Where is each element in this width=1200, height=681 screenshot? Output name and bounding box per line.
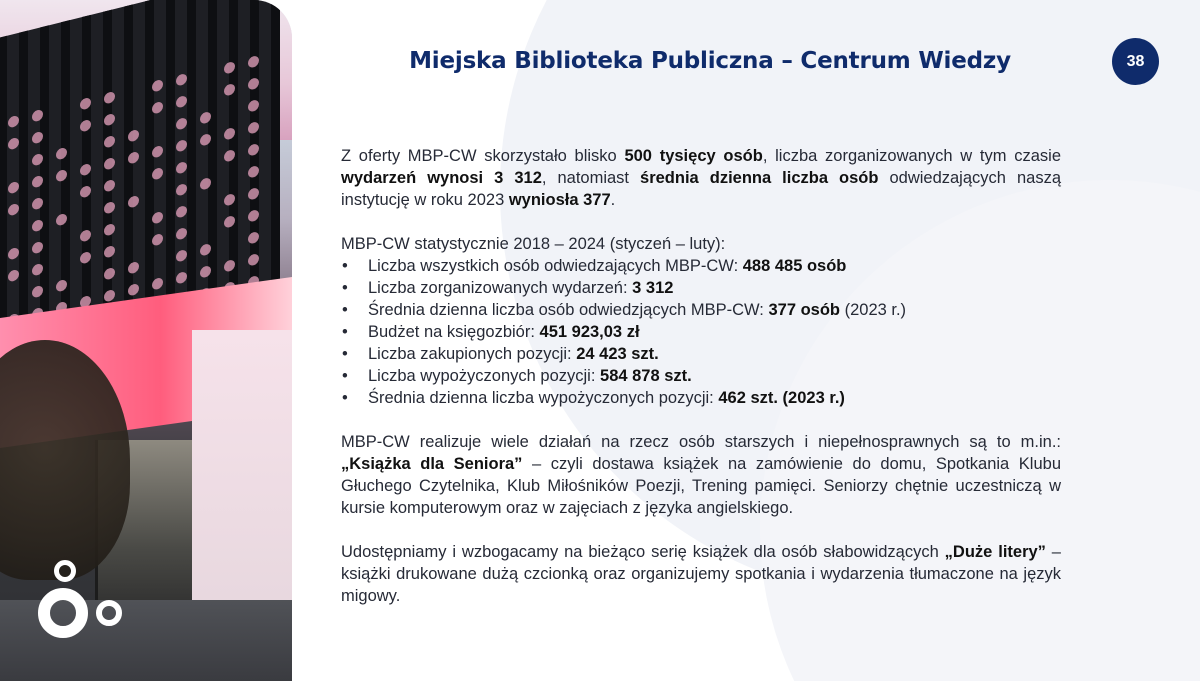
facade-perforation [152,211,163,225]
list-item: • Liczba wypożyczonych pozycji: 584 878 szt. [341,365,1061,387]
facade-perforation [176,161,187,175]
facade-perforation [152,145,163,159]
page-number-badge: 38 [1112,38,1159,85]
facade-perforation [176,227,187,241]
facade-perforation [104,245,115,259]
page-title: Miejska Biblioteka Publiczna – Centrum Wiedzy [409,48,1011,74]
main-content [341,145,1061,607]
facade-perforation [152,277,163,291]
stats-intro: MBP-CW statystycznie 2018 – 2024 (styczeń – luty): [341,235,726,253]
list-item: • Liczba zakupionych pozycji: 24 423 szt. [341,343,1061,365]
facade-perforation [104,135,115,149]
facade-perforation [128,261,139,275]
facade-perforation [128,195,139,209]
facade-perforation [176,95,187,109]
facade-perforation [152,167,163,181]
list-item: • Budżet na księgozbiór: 451 923,03 zł [341,321,1061,343]
facade-perforation [176,183,187,197]
facade-perforation [128,151,139,165]
facade-perforation [104,91,115,105]
facade-perforation [104,267,115,281]
facade-perforation [152,233,163,247]
facade-perforation [8,247,19,261]
large-print-paragraph: Udostępniamy i wzbogacamy na bieżąco serię książek dla osób słabowidzących „Duże litery” – książki drukowane dużą czcionką oraz organizujemy spotkania i wydarzenia tłumaczone na język migowy. [341,543,1061,605]
facade-fin [187,0,196,321]
facade-perforation [152,79,163,93]
library-building-photo [0,0,292,681]
mbp-circles-logo-icon [38,560,128,644]
facade-perforation [176,73,187,87]
list-item: • Średnia dzienna liczba wypożyczonych pozycji: 462 szt. (2023 r.) [341,387,1061,409]
facade-perforation [8,181,19,195]
list-item: • Liczba zorganizowanych wydarzeń: 3 312 [341,277,1061,299]
facade-perforation [176,205,187,219]
facade-perforation [176,139,187,153]
list-item: • Średnia dzienna liczba osób odwiedzjących MBP-CW: 377 osób (2023 r.) [341,299,1061,321]
facade-perforation [128,283,139,297]
facade-perforation [104,157,115,171]
facade-fin [166,0,175,326]
facade-perforation [104,223,115,237]
facade-perforation [128,129,139,143]
facade-perforation [8,269,19,283]
facade-perforation [176,249,187,263]
facade-perforation [8,137,19,151]
facade-perforation [8,115,19,129]
facade-perforation [104,289,115,303]
list-item: • Liczba wszystkich osób odwiedzających MBP-CW: 488 485 osób [341,255,1061,277]
facade-perforation [152,101,163,115]
seniors-paragraph: MBP-CW realizuje wiele działań na rzecz osób starszych i niepełnosprawnych są to m.in.: „Książka dla Seniora” – czyli dostawa książek na zamówienie do domu, Spotkania Klubu Głuchego Czytelnika, Klub Miłośników Poezji, Trening pamięci. Seniorzy chętnie uczestniczą w kursie komputerowym oraz w zajęciach z języka angielskiego. [341,433,1061,517]
facade-perforation [104,179,115,193]
facade-perforation [176,117,187,131]
summary-paragraph: Z oferty MBP-CW skorzystało blisko 500 tysięcy osób, liczba zorganizowanych w tym czasie wydarzeń wynosi 3 312, natomiast średnia dzienna liczba osób odwiedzających naszą instytucję w roku 2023 wyniosła 377. [341,147,1061,209]
white-wall [192,330,292,600]
stats-list [341,255,1061,409]
facade-perforation [176,271,187,285]
facade-fin [271,0,280,300]
facade-perforation [104,201,115,215]
facade-perforation [104,113,115,127]
facade-fin [19,31,28,363]
facade-perforation [8,203,19,217]
